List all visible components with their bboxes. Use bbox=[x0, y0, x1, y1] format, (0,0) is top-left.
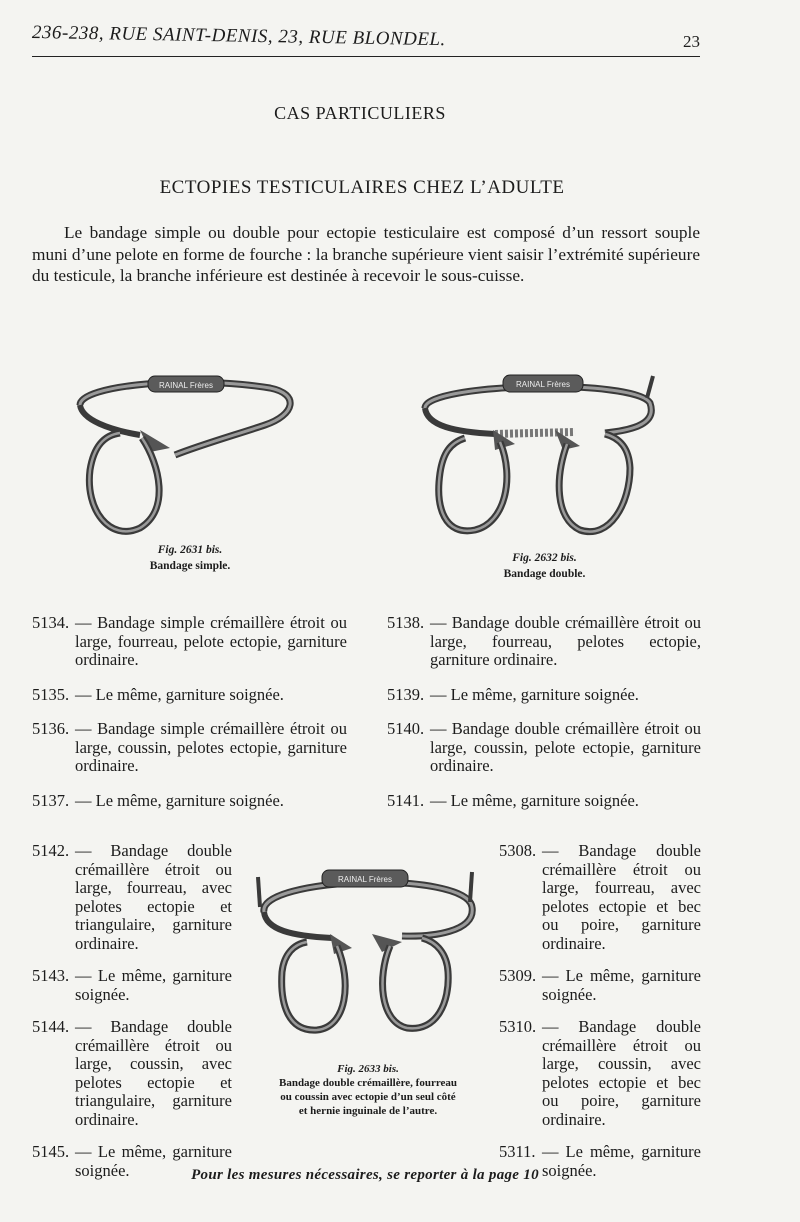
entry-text: — Bandage simple crémaillère étroit ou large, coussin, pelotes ectopie, garniture ordinaire. bbox=[75, 719, 347, 775]
entries-left-column bbox=[32, 614, 347, 826]
footer-note bbox=[0, 1167, 800, 1184]
figure-1-brand: RAINAL Frères bbox=[159, 381, 213, 390]
figure-1-number: Fig. 2631 bis. bbox=[157, 544, 223, 556]
entry-text: — Le même, garniture soignée. bbox=[75, 966, 232, 1004]
running-head bbox=[32, 14, 700, 57]
running-head-text: 236-238, RUE SAINT-DENIS, 23, RUE BLONDEL. bbox=[31, 22, 446, 51]
list-item bbox=[32, 720, 347, 776]
entry-text: — Le même, garniture soignée. bbox=[542, 966, 701, 1004]
entry-number: 5134. bbox=[32, 613, 70, 632]
entries-right-column bbox=[387, 614, 701, 826]
entry-text: — Bandage double crémaillère étroit ou large, fourreau, avec pelotes ectopie et bec ou poire, garniture ordinaire. bbox=[542, 841, 701, 953]
list-item bbox=[32, 842, 232, 953]
list-item bbox=[499, 1018, 701, 1129]
figure-bandage-simple bbox=[70, 370, 300, 540]
figure-bandage-double bbox=[405, 368, 660, 543]
list-item bbox=[499, 842, 701, 953]
figure-3-caption bbox=[277, 1062, 459, 1118]
entry-text: — Bandage double crémaillère étroit ou large, fourreau, avec pelotes ectopie et triangulaire, garniture ordinaire. bbox=[75, 841, 232, 953]
entry-number: 5141. bbox=[387, 790, 425, 810]
page-number: 23 bbox=[683, 32, 700, 51]
list-item bbox=[32, 1018, 232, 1129]
list-item bbox=[32, 792, 347, 811]
entry-number: 5138. bbox=[387, 613, 425, 632]
entry-number: 5137. bbox=[32, 790, 70, 810]
list-item bbox=[32, 967, 232, 1004]
figure-3-description: Bandage double crémaillère, fourreau ou coussin avec ectopie d’un seul côté et hernie inguinale de l’autre. bbox=[278, 1077, 458, 1117]
entry-text: — Bandage double crémaillère étroit ou large, coussin, pelote ectopie, garniture ordinaire. bbox=[430, 719, 701, 775]
entry-number: 5142. bbox=[32, 841, 70, 860]
figure-2-caption bbox=[472, 550, 617, 582]
entry-number: 5310. bbox=[499, 1017, 537, 1036]
entry-number: 5144. bbox=[32, 1017, 70, 1036]
entry-number: 5145. bbox=[32, 1142, 70, 1161]
list-item bbox=[387, 792, 701, 811]
entry-text: — Le même, garniture soignée. bbox=[75, 790, 284, 810]
entry-number: 5309. bbox=[499, 966, 537, 985]
entries-lower-left-column bbox=[32, 842, 232, 1194]
entry-text: — Bandage double crémaillère étroit ou large, coussin, avec pelotes ectopie et triangulaire, garniture ordinaire. bbox=[75, 1017, 232, 1129]
list-item bbox=[32, 686, 347, 705]
entry-number: 5140. bbox=[387, 719, 425, 738]
list-item bbox=[387, 720, 701, 776]
figure-3-number: Fig. 2633 bis. bbox=[337, 1063, 399, 1075]
figure-2-description: Bandage double. bbox=[503, 568, 586, 580]
figure-1-caption bbox=[120, 542, 260, 574]
entry-number: 5143. bbox=[32, 966, 70, 985]
entry-number: 5311. bbox=[499, 1142, 536, 1161]
entry-number: 5135. bbox=[32, 684, 70, 704]
figure-bandage-double-cremaillere bbox=[252, 862, 480, 1037]
entry-text: — Bandage double crémaillère étroit ou large, coussin, avec pelotes ectopie et bec ou poire, garniture ordinaire. bbox=[542, 1017, 701, 1129]
entry-text: — Bandage simple crémaillère étroit ou large, fourreau, pelote ectopie, garniture ordinaire. bbox=[75, 613, 347, 669]
list-item bbox=[387, 614, 701, 670]
entry-text: — Le même, garniture soignée. bbox=[430, 790, 639, 810]
section-subtitle: ECTOPIES TESTICULAIRES CHEZ L’ADULTE bbox=[159, 177, 565, 198]
entry-number: 5136. bbox=[32, 719, 70, 738]
entry-number: 5308. bbox=[499, 841, 537, 860]
figure-2-number: Fig. 2632 bis. bbox=[512, 552, 577, 564]
figure-2-brand: RAINAL Frères bbox=[516, 380, 570, 389]
footer-text: Pour les mesures nécessaires, se reporter à la page 10 bbox=[191, 1167, 539, 1183]
list-item bbox=[499, 967, 701, 1004]
figure-1-description: Bandage simple. bbox=[149, 560, 231, 572]
entry-text: — Le même, garniture soignée. bbox=[75, 684, 284, 704]
section-title: CAS PARTICULIERS bbox=[274, 103, 446, 123]
entry-number: 5139. bbox=[387, 684, 425, 704]
entry-text: — Le même, garniture soignée. bbox=[542, 1142, 701, 1180]
figure-3-brand: RAINAL Frères bbox=[338, 875, 392, 884]
entries-lower-right-column bbox=[499, 842, 701, 1194]
list-item bbox=[32, 614, 347, 670]
list-item bbox=[387, 686, 701, 705]
entry-text: — Le même, garniture soignée. bbox=[75, 1142, 232, 1180]
intro-paragraph: Le bandage simple ou double pour ectopie testiculaire est composé d’un ressort souple muni d’une pelote en forme de fourche : la branche supérieure vient saisir l’extrémité supérieure du testicule, la branche inférieure est destinée à recevoir le sous-cuisse. bbox=[32, 223, 700, 285]
entry-text: — Bandage double crémaillère étroit ou large, fourreau, pelotes ectopie, garniture ordinaire. bbox=[430, 613, 701, 669]
entry-text: — Le même, garniture soignée. bbox=[430, 684, 639, 704]
